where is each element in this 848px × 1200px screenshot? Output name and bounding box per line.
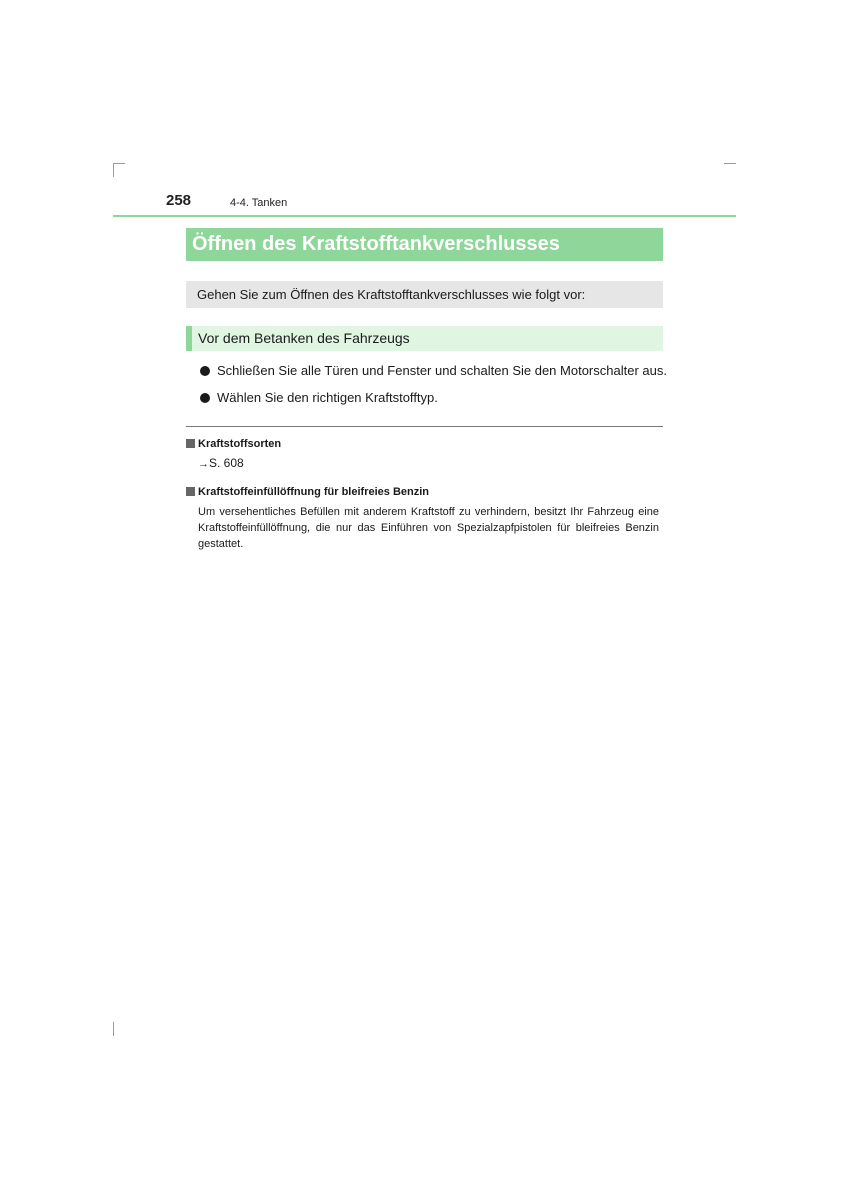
list-item: [198, 357, 668, 384]
note-title: Kraftstoffeinfüllöffnung für bleifreies Benzin: [198, 485, 429, 498]
list-item: [198, 384, 668, 411]
page-header: [0, 190, 848, 216]
header-rule: [113, 215, 736, 217]
bullet-icon: [200, 366, 210, 376]
step-text: Schließen Sie alle Türen und Fenster und schalten Sie den Motorschalter aus.: [217, 363, 667, 378]
note-title: Kraftstoffsorten: [198, 437, 282, 450]
page-number: 258: [166, 192, 192, 209]
page-reference-text: S. 608: [209, 456, 244, 470]
notes-divider: [186, 426, 663, 427]
procedure-heading: [186, 326, 663, 351]
intro-text: Gehen Sie zum Öffnen des Kraftstofftankverschlusses wie folgt vor:: [197, 287, 586, 302]
note-heading: [186, 436, 663, 451]
crop-mark-top-left-horizontal: [113, 163, 125, 164]
intro-box: [186, 281, 663, 308]
crop-mark-bottom-left: [113, 1022, 114, 1036]
bullet-icon: [200, 393, 210, 403]
arrow-right-icon: →: [198, 458, 209, 470]
note-body: Um versehentliches Befüllen mit anderem Kraftstoff zu verhindern, besitzt Ihr Fahrzeug eine Kraftstoffeinfüllöffnung, die nur das Einführen von Spezialzapfpistolen für bleifreies Benzin gestattet.: [198, 506, 659, 550]
section-title: Öffnen des Kraftstofftankverschlusses: [192, 233, 560, 255]
section-title-bar: [186, 228, 663, 261]
crop-mark-top-left: [113, 163, 114, 177]
page-reference-link[interactable]: [198, 456, 663, 472]
crop-mark-top-right: [724, 163, 736, 164]
step-text: Wählen Sie den richtigen Kraftstofftyp.: [217, 390, 438, 405]
procedure-steps: [198, 357, 668, 411]
note-heading: [186, 484, 663, 499]
section-reference: 4-4. Tanken: [230, 197, 288, 209]
square-bullet-icon: [186, 439, 195, 448]
procedure-heading-text: Vor dem Betanken des Fahrzeugs: [198, 330, 410, 346]
square-bullet-icon: [186, 487, 195, 496]
notes-section: [186, 436, 663, 552]
